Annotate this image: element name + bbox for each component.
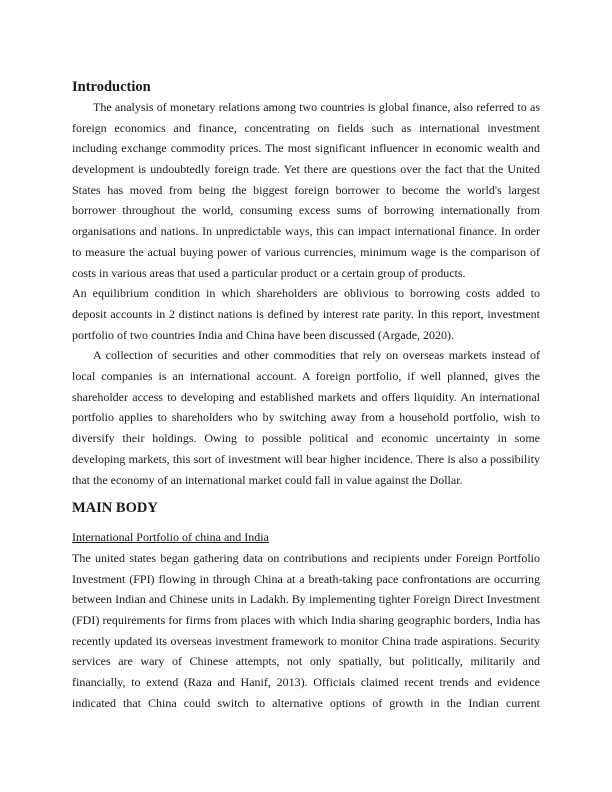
- text-line: borrower throughout the world, consuming excess sums of borrowing internationally from: [72, 203, 540, 218]
- intro-paragraph-2: [72, 283, 540, 345]
- text-line: between Indian and Chinese units in Ladakh. By implementing tighter Foreign Direct Investment: [72, 592, 540, 607]
- text-line: shareholder access to developing and established markets and offers liquidity. An international: [72, 389, 540, 404]
- text-line: The analysis of monetary relations among two countries is global finance, also referred to as: [93, 100, 540, 114]
- text-line: deposit accounts in 2 distinct nations is defined by interest rate parity. In this report, investment: [72, 306, 540, 321]
- text-line: to measure the actual buying power of various currencies, minimum wage is the comparison of: [72, 244, 540, 259]
- text-line: development is undoubtedly foreign trade. Yet there are questions over the fact that the United: [72, 162, 540, 177]
- text-line: diversify their holdings. Owing to possible political and economic uncertainty in some: [72, 431, 540, 446]
- text-line: Investment (FPI) flowing in through China at a breath-taking pace confrontations are occurring: [72, 571, 540, 586]
- intro-paragraph-3: [72, 345, 540, 490]
- text-line: The united states began gathering data on contributions and recipients under Foreign Portfolio: [72, 551, 540, 565]
- text-line: foreign economics and finance, concentrating on fields such as international investment: [72, 120, 540, 135]
- text-line: recently updated its overseas investment framework to monitor China trade aspirations. Security: [72, 633, 540, 648]
- text-line: local companies is an international account. A foreign portfolio, if well planned, gives the: [72, 369, 540, 384]
- text-line: portfolio of two countries India and China have been discussed (Argade, 2020).: [72, 327, 455, 342]
- introduction-heading: Introduction: [72, 79, 151, 95]
- intro-paragraph-1: [72, 97, 540, 283]
- text-line: indicated that China could switch to alternative options of growth in the Indian current: [72, 695, 540, 710]
- subheading-text: International Portfolio of china and India: [72, 530, 269, 544]
- main-body-paragraph: [72, 548, 540, 714]
- text-line: services are wary of Chinese attempts, not only spatially, but politically, militarily and: [72, 654, 540, 669]
- text-line: An equilibrium condition in which shareholders are oblivious to borrowing costs added to: [72, 286, 540, 301]
- text-line: organisations and nations. In unpredictable ways, this can impact international finance. In order: [72, 224, 540, 239]
- text-line: that the economy of an international market could fall in value against the Dollar.: [72, 472, 463, 487]
- text-line: States has moved from being the biggest foreign borrower to become the world's largest: [72, 182, 540, 197]
- text-line: portfolio applies to shareholders who by switching away from a household portfolio, wish to: [72, 410, 540, 425]
- text-line: including exchange commodity prices. The most significant influencer in economic wealth and: [72, 141, 540, 156]
- main-body-heading: MAIN BODY: [72, 500, 158, 516]
- text-line: developing markets, this sort of investment will bear higher incidence. There is also a possibility: [72, 451, 540, 466]
- text-line: costs in various areas that used a particular product or a certain group of products.: [72, 265, 466, 280]
- text-line: A collection of securities and other commodities that rely on overseas markets instead of: [93, 348, 540, 363]
- section-subheading: [72, 527, 540, 548]
- text-line: financially, to extend (Raza and Hanif, 2013). Officials claimed recent trends and evidence: [72, 675, 540, 690]
- text-line: (FDI) requirements for firms from places with which India sharing geographic borders, India has: [72, 613, 540, 628]
